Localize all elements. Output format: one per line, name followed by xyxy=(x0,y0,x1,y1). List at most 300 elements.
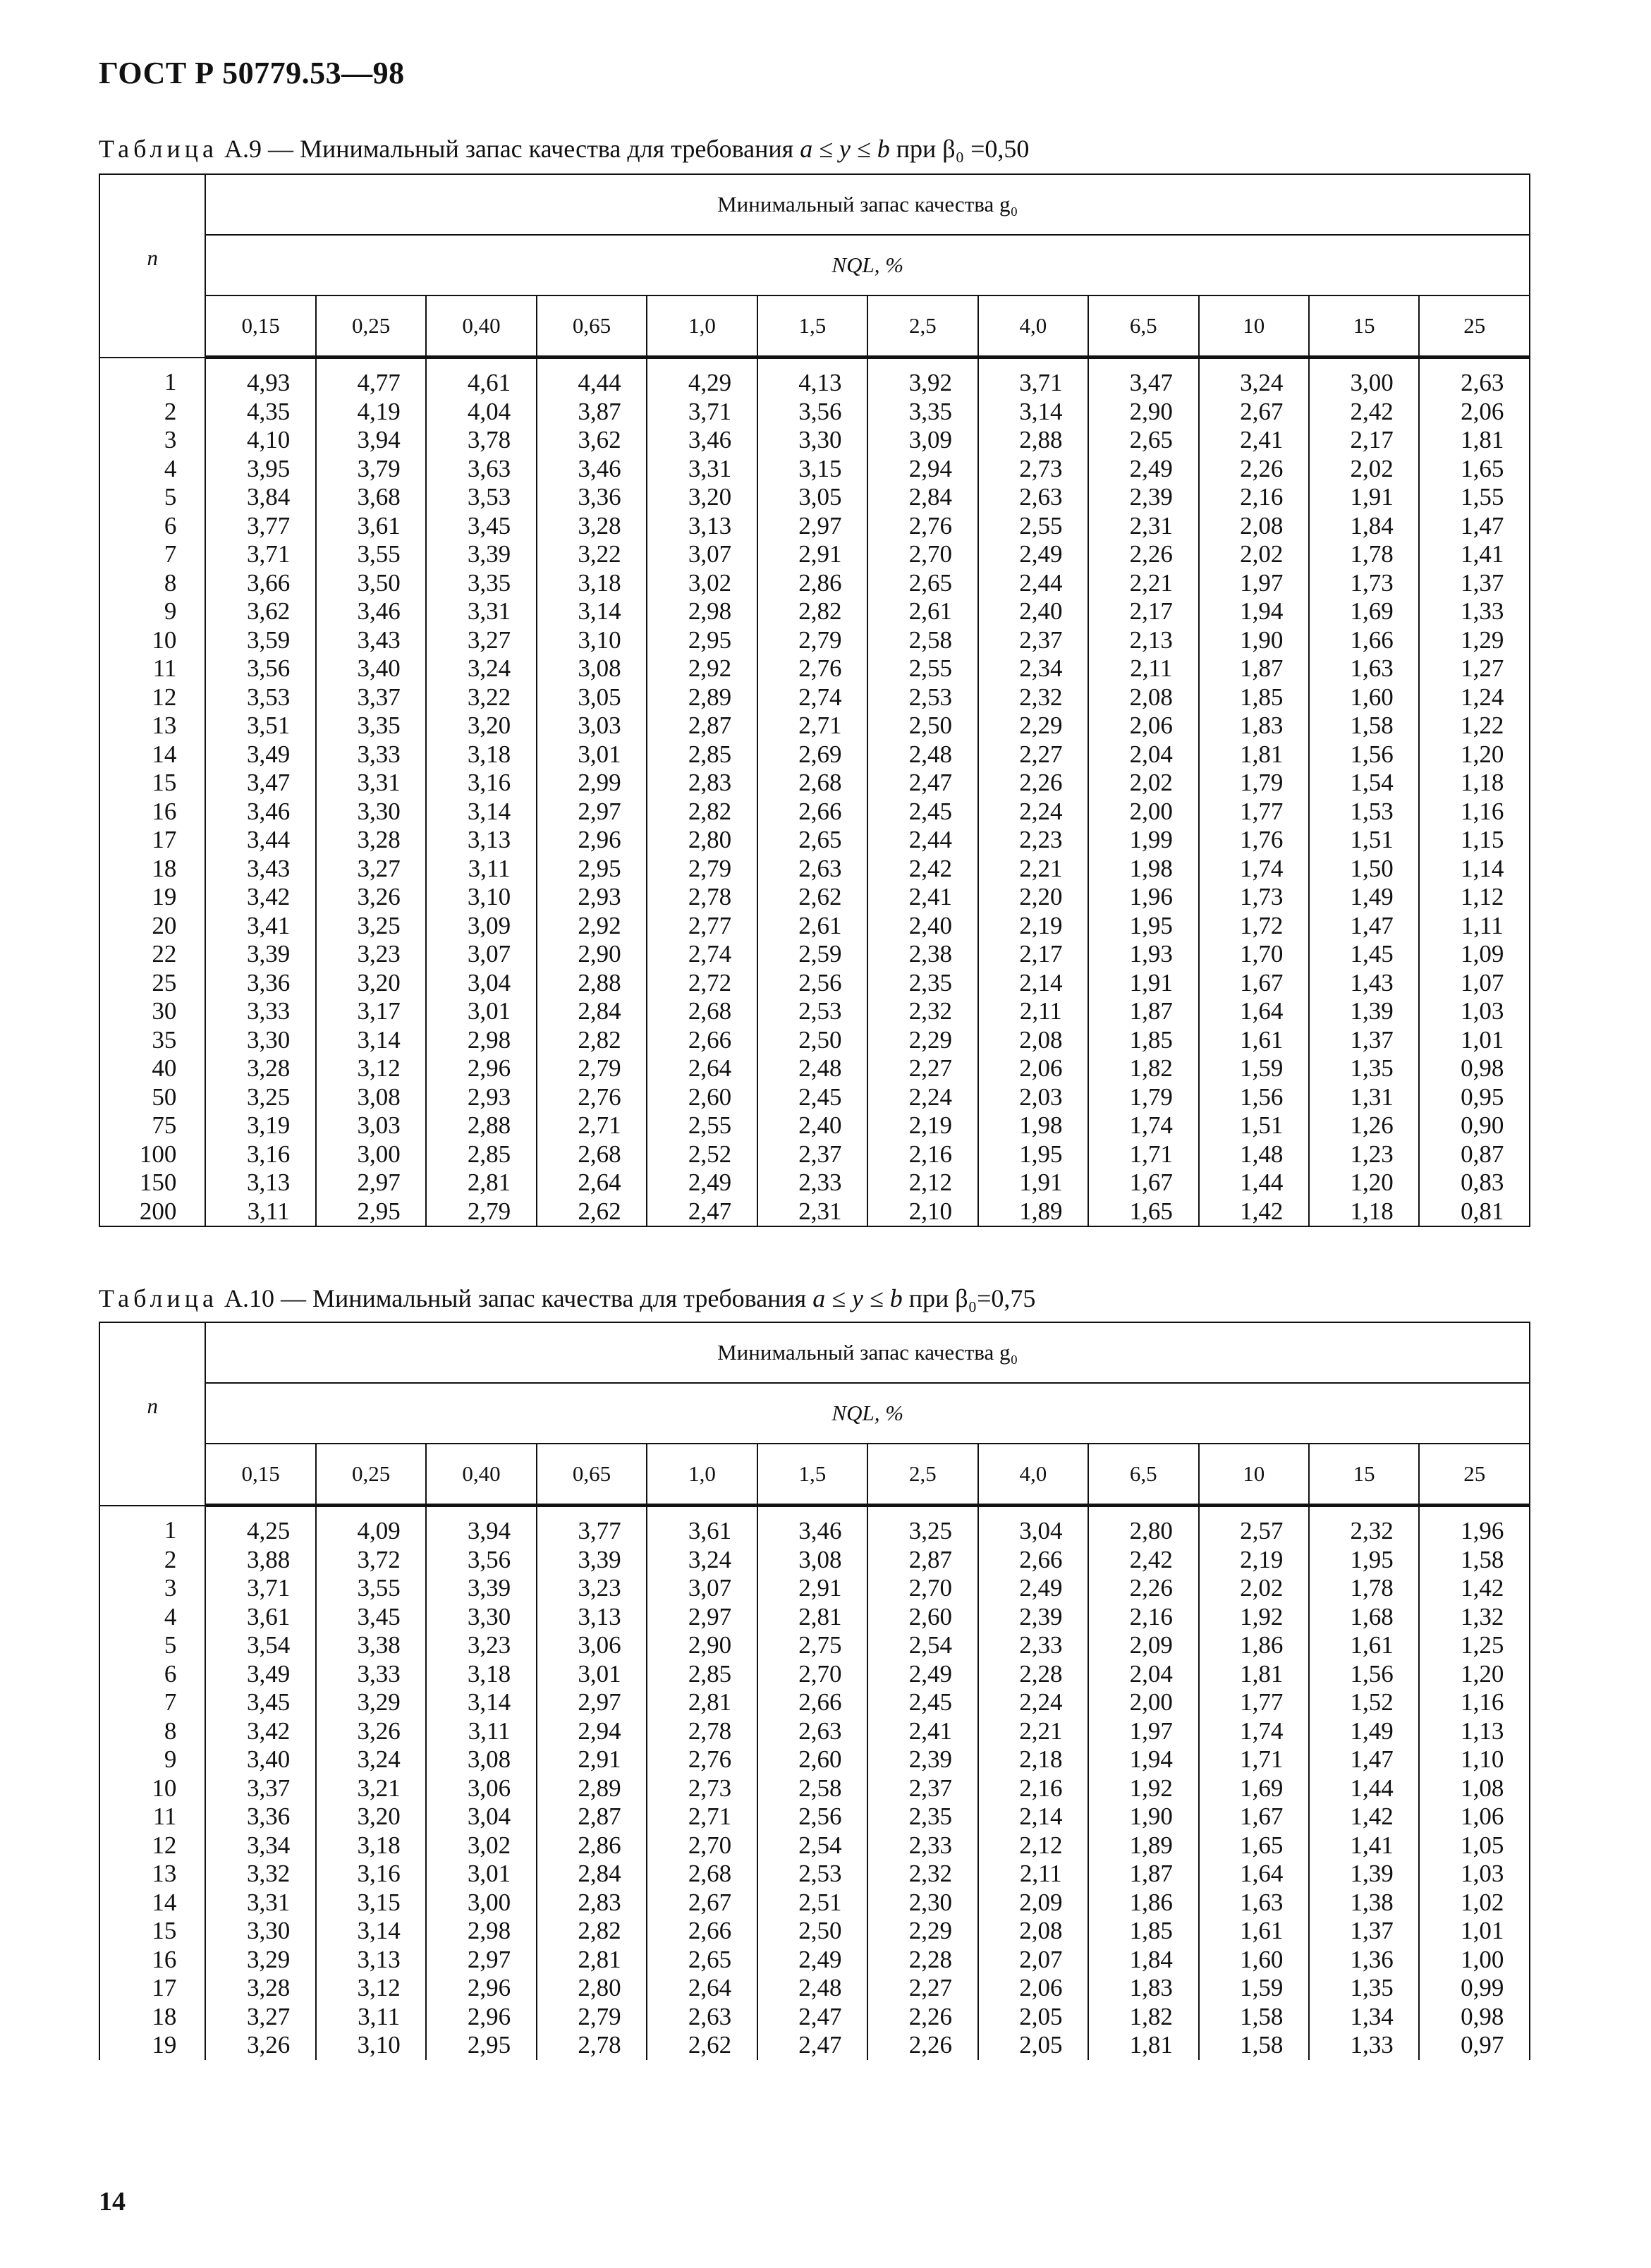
value-cell: 3,46 xyxy=(205,798,315,827)
table-a9-caption xyxy=(99,134,1029,164)
row-n-cell: 40 xyxy=(99,1054,205,1083)
row-n-cell: 25 xyxy=(99,969,205,998)
row-n-cell: 9 xyxy=(99,597,205,626)
table-row xyxy=(99,540,1530,569)
value-cell: 3,43 xyxy=(205,855,315,884)
value-cell: 3,08 xyxy=(537,654,647,683)
value-cell: 1,85 xyxy=(1088,1026,1198,1055)
value-cell: 2,33 xyxy=(867,1831,977,1860)
value-cell: 2,68 xyxy=(647,1860,757,1889)
value-cell: 2,32 xyxy=(867,997,977,1026)
value-cell: 2,98 xyxy=(426,1917,536,1946)
value-cell: 1,49 xyxy=(1309,883,1419,912)
nql-column-header: 0,40 xyxy=(426,295,536,358)
value-cell: 2,97 xyxy=(647,1603,757,1632)
value-cell: 2,63 xyxy=(647,2003,757,2032)
value-cell: 3,71 xyxy=(978,358,1088,398)
value-cell: 2,11 xyxy=(978,1860,1088,1889)
row-n-cell: 16 xyxy=(99,1946,205,1975)
value-cell: 3,23 xyxy=(426,1631,536,1660)
value-cell: 3,36 xyxy=(537,483,647,512)
value-cell: 2,12 xyxy=(867,1169,977,1197)
value-cell: 2,34 xyxy=(978,654,1088,683)
value-cell: 3,18 xyxy=(316,1831,426,1860)
value-cell: 3,62 xyxy=(205,597,315,626)
nql-column-header: 0,15 xyxy=(205,1444,315,1506)
value-cell: 1,52 xyxy=(1309,1688,1419,1717)
table-row xyxy=(99,1631,1530,1660)
value-cell: 2,87 xyxy=(867,1546,977,1575)
table-row xyxy=(99,626,1530,655)
table-row xyxy=(99,569,1530,598)
value-cell: 2,69 xyxy=(757,740,867,769)
value-cell: 3,07 xyxy=(426,940,536,969)
value-cell: 1,98 xyxy=(1088,855,1198,884)
value-cell: 2,11 xyxy=(978,997,1088,1026)
value-cell: 2,17 xyxy=(978,940,1088,969)
value-cell: 2,03 xyxy=(978,1083,1088,1112)
value-cell: 2,76 xyxy=(647,1745,757,1774)
value-cell: 3,42 xyxy=(205,883,315,912)
value-cell: 2,97 xyxy=(537,798,647,827)
value-cell: 1,56 xyxy=(1309,740,1419,769)
value-cell: 2,19 xyxy=(1199,1546,1309,1575)
value-cell: 2,06 xyxy=(1088,712,1198,740)
value-cell: 2,63 xyxy=(978,483,1088,512)
value-cell: 1,35 xyxy=(1309,1974,1419,2003)
value-cell: 1,26 xyxy=(1309,1111,1419,1140)
value-cell: 3,16 xyxy=(426,769,536,798)
table-row xyxy=(99,1054,1530,1083)
value-cell: 1,16 xyxy=(1419,798,1530,827)
value-cell: 3,14 xyxy=(978,398,1088,427)
value-cell: 3,07 xyxy=(647,1574,757,1603)
value-cell: 3,20 xyxy=(647,483,757,512)
value-cell: 3,06 xyxy=(537,1631,647,1660)
row-n-cell: 14 xyxy=(99,1889,205,1918)
value-cell: 0,97 xyxy=(1419,2031,1530,2060)
value-cell: 1,42 xyxy=(1309,1803,1419,1831)
value-cell: 2,48 xyxy=(757,1054,867,1083)
value-cell: 1,53 xyxy=(1309,798,1419,827)
nql-column-header: 0,25 xyxy=(316,1444,426,1506)
table-row xyxy=(99,2003,1530,2032)
value-cell: 2,62 xyxy=(647,2031,757,2060)
value-cell: 3,54 xyxy=(205,1631,315,1660)
value-cell: 1,82 xyxy=(1088,1054,1198,1083)
value-cell: 2,59 xyxy=(757,940,867,969)
value-cell: 2,24 xyxy=(978,798,1088,827)
value-cell: 2,29 xyxy=(978,712,1088,740)
value-cell: 3,04 xyxy=(978,1506,1088,1546)
row-n-cell: 8 xyxy=(99,569,205,598)
value-cell: 2,60 xyxy=(757,1745,867,1774)
value-cell: 2,17 xyxy=(1088,597,1198,626)
value-cell: 4,93 xyxy=(205,358,315,398)
value-cell: 1,16 xyxy=(1419,1688,1530,1717)
value-cell: 1,03 xyxy=(1419,997,1530,1026)
value-cell: 2,04 xyxy=(1088,740,1198,769)
value-cell: 0,99 xyxy=(1419,1974,1530,2003)
value-cell: 1,18 xyxy=(1309,1197,1419,1227)
table-row xyxy=(99,1946,1530,1975)
value-cell: 3,46 xyxy=(537,455,647,484)
value-cell: 2,37 xyxy=(867,1774,977,1803)
value-cell: 3,45 xyxy=(316,1603,426,1632)
value-cell: 3,32 xyxy=(205,1860,315,1889)
value-cell: 2,64 xyxy=(537,1169,647,1197)
value-cell: 3,13 xyxy=(426,826,536,855)
column-header-n: n xyxy=(99,174,205,358)
value-cell: 1,91 xyxy=(1088,969,1198,998)
value-cell: 3,11 xyxy=(316,2003,426,2032)
value-cell: 3,79 xyxy=(316,455,426,484)
value-cell: 0,95 xyxy=(1419,1083,1530,1112)
caption-condition: a ≤ y ≤ b xyxy=(800,135,890,163)
value-cell: 3,28 xyxy=(537,512,647,541)
nql-column-header: 4,0 xyxy=(978,1444,1088,1506)
value-cell: 3,46 xyxy=(757,1506,867,1546)
value-cell: 2,63 xyxy=(757,1717,867,1746)
value-cell: 2,49 xyxy=(647,1169,757,1197)
value-cell: 2,16 xyxy=(1088,1603,1198,1632)
value-cell: 2,90 xyxy=(537,940,647,969)
value-cell: 2,21 xyxy=(978,1717,1088,1746)
value-cell: 1,44 xyxy=(1309,1774,1419,1803)
value-cell: 2,19 xyxy=(978,912,1088,941)
value-cell: 1,72 xyxy=(1199,912,1309,941)
row-n-cell: 6 xyxy=(99,1660,205,1689)
value-cell: 1,03 xyxy=(1419,1860,1530,1889)
value-cell: 2,09 xyxy=(1088,1631,1198,1660)
value-cell: 3,55 xyxy=(316,1574,426,1603)
value-cell: 3,40 xyxy=(316,654,426,683)
value-cell: 1,94 xyxy=(1199,597,1309,626)
row-n-cell: 11 xyxy=(99,654,205,683)
caption-text: — Минимальный запас качества для требования xyxy=(280,1284,807,1312)
value-cell: 2,80 xyxy=(647,826,757,855)
value-cell: 2,94 xyxy=(867,455,977,484)
value-cell: 2,32 xyxy=(978,683,1088,712)
value-cell: 1,47 xyxy=(1419,512,1530,541)
value-cell: 2,73 xyxy=(647,1774,757,1803)
value-cell: 3,20 xyxy=(316,1803,426,1831)
value-cell: 1,31 xyxy=(1309,1083,1419,1112)
value-cell: 3,55 xyxy=(316,540,426,569)
value-cell: 2,88 xyxy=(537,969,647,998)
value-cell: 3,38 xyxy=(316,1631,426,1660)
value-cell: 1,59 xyxy=(1199,1054,1309,1083)
value-cell: 2,66 xyxy=(647,1026,757,1055)
value-cell: 3,94 xyxy=(426,1506,536,1546)
nql-column-header: 1,5 xyxy=(757,1444,867,1506)
value-cell: 2,55 xyxy=(867,654,977,683)
caption-beta: при β₀=0,75 xyxy=(908,1284,1036,1312)
value-cell: 2,71 xyxy=(537,1111,647,1140)
value-cell: 1,64 xyxy=(1199,1860,1309,1889)
value-cell: 1,96 xyxy=(1088,883,1198,912)
value-cell: 2,65 xyxy=(647,1946,757,1975)
row-n-cell: 17 xyxy=(99,826,205,855)
table-row xyxy=(99,398,1530,427)
value-cell: 1,63 xyxy=(1199,1889,1309,1918)
value-cell: 3,31 xyxy=(205,1889,315,1918)
group-header: Минимальный запас качества g₀ xyxy=(205,1322,1530,1383)
table-row xyxy=(99,1197,1530,1227)
table-row xyxy=(99,358,1530,398)
value-cell: 4,10 xyxy=(205,426,315,455)
table-row xyxy=(99,2031,1530,2060)
value-cell: 2,17 xyxy=(1309,426,1419,455)
row-n-cell: 19 xyxy=(99,2031,205,2060)
value-cell: 1,49 xyxy=(1309,1717,1419,1746)
nql-column-header: 2,5 xyxy=(867,295,977,358)
value-cell: 2,52 xyxy=(647,1140,757,1169)
value-cell: 2,26 xyxy=(867,2003,977,2032)
value-cell: 2,26 xyxy=(867,2031,977,2060)
value-cell: 2,82 xyxy=(537,1917,647,1946)
value-cell: 3,42 xyxy=(205,1717,315,1746)
value-cell: 3,01 xyxy=(426,1860,536,1889)
value-cell: 1,37 xyxy=(1309,1026,1419,1055)
value-cell: 2,76 xyxy=(757,654,867,683)
value-cell: 1,81 xyxy=(1199,740,1309,769)
nql-column-header: 15 xyxy=(1309,1444,1419,1506)
value-cell: 2,81 xyxy=(757,1603,867,1632)
value-cell: 2,79 xyxy=(537,2003,647,2032)
value-cell: 2,53 xyxy=(757,1860,867,1889)
value-cell: 4,44 xyxy=(537,358,647,398)
table-row xyxy=(99,654,1530,683)
value-cell: 2,55 xyxy=(647,1111,757,1140)
value-cell: 2,35 xyxy=(867,1803,977,1831)
value-cell: 2,90 xyxy=(1088,398,1198,427)
nql-values-row xyxy=(99,1444,1530,1506)
table-row xyxy=(99,1083,1530,1112)
value-cell: 3,00 xyxy=(426,1889,536,1918)
value-cell: 2,49 xyxy=(867,1660,977,1689)
value-cell: 3,94 xyxy=(316,426,426,455)
value-cell: 2,48 xyxy=(867,740,977,769)
table-row xyxy=(99,855,1530,884)
value-cell: 1,89 xyxy=(978,1197,1088,1227)
value-cell: 2,65 xyxy=(757,826,867,855)
value-cell: 3,15 xyxy=(316,1889,426,1918)
value-cell: 1,81 xyxy=(1419,426,1530,455)
value-cell: 3,37 xyxy=(316,683,426,712)
value-cell: 3,08 xyxy=(316,1083,426,1112)
value-cell: 3,08 xyxy=(426,1745,536,1774)
value-cell: 2,32 xyxy=(1309,1506,1419,1546)
value-cell: 3,84 xyxy=(205,483,315,512)
value-cell: 3,29 xyxy=(205,1946,315,1975)
value-cell: 2,06 xyxy=(1419,398,1530,427)
value-cell: 2,30 xyxy=(867,1889,977,1918)
value-cell: 3,47 xyxy=(205,769,315,798)
value-cell: 2,86 xyxy=(757,569,867,598)
value-cell: 3,35 xyxy=(867,398,977,427)
value-cell: 1,20 xyxy=(1419,1660,1530,1689)
nql-column-header: 0,40 xyxy=(426,1444,536,1506)
table-row xyxy=(99,1140,1530,1169)
value-cell: 2,39 xyxy=(867,1745,977,1774)
table-row xyxy=(99,997,1530,1026)
row-n-cell: 13 xyxy=(99,712,205,740)
value-cell: 1,08 xyxy=(1419,1774,1530,1803)
value-cell: 2,13 xyxy=(1088,626,1198,655)
value-cell: 1,84 xyxy=(1088,1946,1198,1975)
value-cell: 1,02 xyxy=(1419,1889,1530,1918)
value-cell: 3,33 xyxy=(316,1660,426,1689)
table-row xyxy=(99,1546,1530,1575)
value-cell: 3,59 xyxy=(205,626,315,655)
value-cell: 3,77 xyxy=(205,512,315,541)
value-cell: 1,37 xyxy=(1309,1917,1419,1946)
value-cell: 1,47 xyxy=(1309,912,1419,941)
table-row xyxy=(99,683,1530,712)
value-cell: 1,77 xyxy=(1199,1688,1309,1717)
value-cell: 1,74 xyxy=(1088,1111,1198,1140)
value-cell: 2,90 xyxy=(647,1631,757,1660)
value-cell: 1,22 xyxy=(1419,712,1530,740)
value-cell: 2,91 xyxy=(537,1745,647,1774)
value-cell: 3,36 xyxy=(205,969,315,998)
value-cell: 1,81 xyxy=(1088,2031,1198,2060)
value-cell: 3,27 xyxy=(426,626,536,655)
value-cell: 1,47 xyxy=(1309,1745,1419,1774)
value-cell: 2,24 xyxy=(867,1083,977,1112)
value-cell: 1,97 xyxy=(1088,1717,1198,1746)
value-cell: 2,27 xyxy=(867,1974,977,2003)
row-n-cell: 20 xyxy=(99,912,205,941)
value-cell: 1,58 xyxy=(1199,2031,1309,2060)
value-cell: 1,55 xyxy=(1419,483,1530,512)
value-cell: 2,19 xyxy=(867,1111,977,1140)
table-a10-caption xyxy=(99,1284,1035,1313)
value-cell: 1,11 xyxy=(1419,912,1530,941)
value-cell: 1,92 xyxy=(1088,1774,1198,1803)
value-cell: 3,30 xyxy=(205,1917,315,1946)
value-cell: 0,98 xyxy=(1419,2003,1530,2032)
value-cell: 2,97 xyxy=(316,1169,426,1197)
value-cell: 2,61 xyxy=(867,597,977,626)
value-cell: 3,35 xyxy=(426,569,536,598)
nql-column-header: 0,65 xyxy=(537,1444,647,1506)
value-cell: 2,55 xyxy=(978,512,1088,541)
value-cell: 3,09 xyxy=(867,426,977,455)
value-cell: 3,31 xyxy=(647,455,757,484)
table-row xyxy=(99,1026,1530,1055)
value-cell: 2,74 xyxy=(757,683,867,712)
table-row xyxy=(99,455,1530,484)
table-row xyxy=(99,883,1530,912)
table-a9-body xyxy=(99,358,1530,1227)
value-cell: 2,95 xyxy=(647,626,757,655)
nql-column-header: 25 xyxy=(1419,1444,1530,1506)
value-cell: 2,56 xyxy=(757,969,867,998)
value-cell: 2,79 xyxy=(647,855,757,884)
value-cell: 1,01 xyxy=(1419,1026,1530,1055)
value-cell: 1,81 xyxy=(1199,1660,1309,1689)
value-cell: 1,71 xyxy=(1088,1140,1198,1169)
value-cell: 2,16 xyxy=(978,1774,1088,1803)
value-cell: 2,47 xyxy=(867,769,977,798)
value-cell: 3,45 xyxy=(426,512,536,541)
value-cell: 1,14 xyxy=(1419,855,1530,884)
table-row xyxy=(99,483,1530,512)
value-cell: 0,87 xyxy=(1419,1140,1530,1169)
value-cell: 2,76 xyxy=(867,512,977,541)
value-cell: 1,96 xyxy=(1419,1506,1530,1546)
value-cell: 3,05 xyxy=(757,483,867,512)
value-cell: 1,01 xyxy=(1419,1917,1530,1946)
value-cell: 4,25 xyxy=(205,1506,315,1546)
value-cell: 1,98 xyxy=(978,1111,1088,1140)
value-cell: 3,06 xyxy=(426,1774,536,1803)
value-cell: 2,10 xyxy=(867,1197,977,1227)
value-cell: 2,62 xyxy=(757,883,867,912)
value-cell: 2,67 xyxy=(647,1889,757,1918)
row-n-cell: 5 xyxy=(99,483,205,512)
nql-column-header: 10 xyxy=(1199,1444,1309,1506)
row-n-cell: 22 xyxy=(99,940,205,969)
value-cell: 3,04 xyxy=(426,1803,536,1831)
value-cell: 2,35 xyxy=(867,969,977,998)
row-n-cell: 10 xyxy=(99,1774,205,1803)
value-cell: 2,53 xyxy=(867,683,977,712)
value-cell: 1,09 xyxy=(1419,940,1530,969)
row-n-cell: 18 xyxy=(99,2003,205,2032)
value-cell: 3,14 xyxy=(316,1026,426,1055)
value-cell: 1,33 xyxy=(1419,597,1530,626)
value-cell: 1,25 xyxy=(1419,1631,1530,1660)
value-cell: 3,46 xyxy=(647,426,757,455)
value-cell: 2,82 xyxy=(647,798,757,827)
value-cell: 2,28 xyxy=(867,1946,977,1975)
value-cell: 2,66 xyxy=(757,798,867,827)
value-cell: 2,45 xyxy=(757,1083,867,1112)
value-cell: 3,71 xyxy=(205,540,315,569)
nql-column-header: 0,65 xyxy=(537,295,647,358)
value-cell: 3,24 xyxy=(647,1546,757,1575)
value-cell: 3,62 xyxy=(537,426,647,455)
value-cell: 2,81 xyxy=(537,1946,647,1975)
value-cell: 2,40 xyxy=(978,597,1088,626)
row-n-cell: 3 xyxy=(99,1574,205,1603)
value-cell: 1,42 xyxy=(1419,1574,1530,1603)
value-cell: 1,60 xyxy=(1199,1946,1309,1975)
value-cell: 2,50 xyxy=(757,1917,867,1946)
value-cell: 2,08 xyxy=(978,1026,1088,1055)
value-cell: 2,53 xyxy=(757,997,867,1026)
value-cell: 3,23 xyxy=(316,940,426,969)
value-cell: 2,47 xyxy=(757,2031,867,2060)
row-n-cell: 50 xyxy=(99,1083,205,1112)
value-cell: 2,70 xyxy=(867,1574,977,1603)
value-cell: 3,51 xyxy=(205,712,315,740)
value-cell: 2,16 xyxy=(1199,483,1309,512)
value-cell: 2,91 xyxy=(757,1574,867,1603)
value-cell: 3,13 xyxy=(647,512,757,541)
value-cell: 1,43 xyxy=(1309,969,1419,998)
value-cell: 2,50 xyxy=(757,1026,867,1055)
value-cell: 2,85 xyxy=(647,740,757,769)
value-cell: 3,18 xyxy=(426,1660,536,1689)
value-cell: 1,79 xyxy=(1199,769,1309,798)
value-cell: 1,86 xyxy=(1088,1889,1198,1918)
value-cell: 1,63 xyxy=(1309,654,1419,683)
value-cell: 2,97 xyxy=(426,1946,536,1975)
